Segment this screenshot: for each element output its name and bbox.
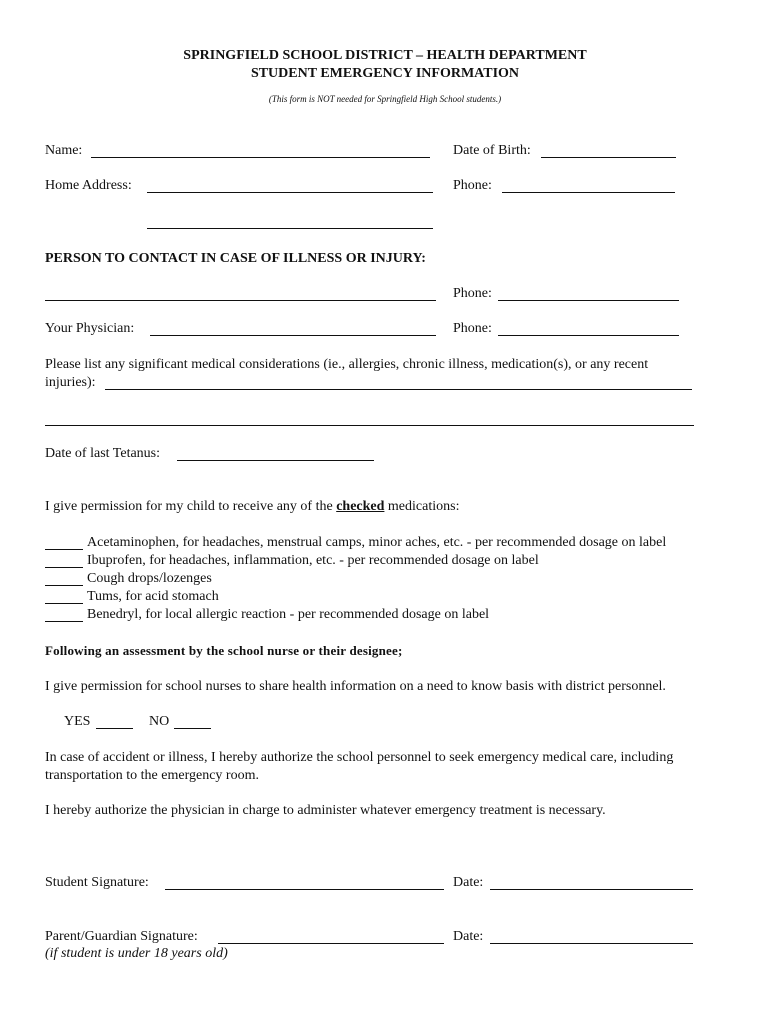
dob-label: Date of Birth: [453, 143, 531, 158]
parent-date-field[interactable] [490, 928, 693, 944]
home-address-line2-field[interactable] [147, 213, 433, 229]
form-note: (This form is NOT needed for Springfield High School students.) [268, 94, 502, 104]
assessment-heading: Following an assessment by the school nurse or their designee; [45, 643, 403, 658]
name-field[interactable] [91, 142, 430, 158]
tetanus-label: Date of last Tetanus: [45, 446, 161, 461]
parent-date-label: Date: [453, 929, 484, 944]
physician-label: Your Physician: [45, 321, 135, 336]
contact-name-field[interactable] [45, 285, 436, 301]
student-date-field[interactable] [490, 874, 693, 890]
medication-check-blank[interactable] [45, 607, 83, 622]
student-signature-field[interactable] [165, 874, 444, 890]
home-address-field[interactable] [147, 177, 433, 193]
medication-check-blank[interactable] [45, 571, 83, 586]
yes-label: YES [64, 714, 91, 729]
student-signature-label: Student Signature: [45, 875, 149, 890]
phone-field[interactable] [502, 177, 675, 193]
parent-signature-field[interactable] [218, 928, 444, 944]
medical-considerations-text: Please list any significant medical considerations (ie., allergies, chronic illness, medication(s), or any recent [45, 357, 649, 372]
student-date-label: Date: [453, 875, 484, 890]
medications-intro-end: medications: [384, 499, 460, 514]
form-title-line1: SPRINGFIELD SCHOOL DISTRICT – HEALTH DEPARTMENT [183, 48, 587, 63]
no-blank[interactable] [174, 714, 211, 729]
contact-phone-field[interactable] [498, 285, 679, 301]
phone-label: Phone: [453, 178, 492, 193]
physician-phone-label: Phone: [453, 321, 492, 336]
physician-field[interactable] [150, 320, 436, 336]
contact-heading: PERSON TO CONTACT IN CASE OF ILLNESS OR INJURY: [45, 251, 426, 266]
medical-considerations-field[interactable] [105, 374, 692, 390]
no-label: NO [149, 714, 170, 729]
dob-field[interactable] [541, 142, 676, 158]
medications-intro-start: I give permission for my child to receive any of the [45, 499, 337, 514]
yes-blank[interactable] [96, 714, 133, 729]
medical-injuries-label: injuries): [45, 375, 96, 390]
medication-item: Cough drops/lozenges [87, 571, 212, 586]
authorize-care-text-line2: transportation to the emergency room. [45, 768, 259, 783]
tetanus-date-field[interactable] [177, 445, 374, 461]
medication-check-blank[interactable] [45, 535, 83, 550]
parent-signature-label: Parent/Guardian Signature: [45, 929, 198, 944]
medications-intro-emphasis: checked [336, 499, 385, 514]
medical-considerations-field-2[interactable] [45, 410, 694, 426]
medication-item: Acetaminophen, for headaches, menstrual camps, minor aches, etc. - per recommended dosage on label [87, 535, 667, 550]
contact-phone-label: Phone: [453, 286, 492, 301]
medication-check-blank[interactable] [45, 589, 83, 604]
medications-intro [45, 499, 459, 515]
home-address-label: Home Address: [45, 178, 132, 193]
authorize-care-text-line1: In case of accident or illness, I hereby authorize the school personnel to seek emergency medical care, including [45, 750, 674, 765]
physician-phone-field[interactable] [498, 320, 679, 336]
parent-signature-note: (if student is under 18 years old) [45, 946, 228, 961]
medication-check-blank[interactable] [45, 553, 83, 568]
form-title-line2: STUDENT EMERGENCY INFORMATION [250, 66, 520, 81]
authorize-physician-text: I hereby authorize the physician in charge to administer whatever emergency treatment is necessary. [45, 803, 606, 818]
medication-item: Benedryl, for local allergic reaction - per recommended dosage on label [87, 607, 490, 622]
medication-item: Tums, for acid stomach [87, 589, 219, 604]
name-label: Name: [45, 143, 83, 158]
medication-item: Ibuprofen, for headaches, inflammation, etc. - per recommended dosage on label [87, 553, 539, 568]
share-permission-text: I give permission for school nurses to share health information on a need to know basis with district personnel. [45, 679, 666, 694]
